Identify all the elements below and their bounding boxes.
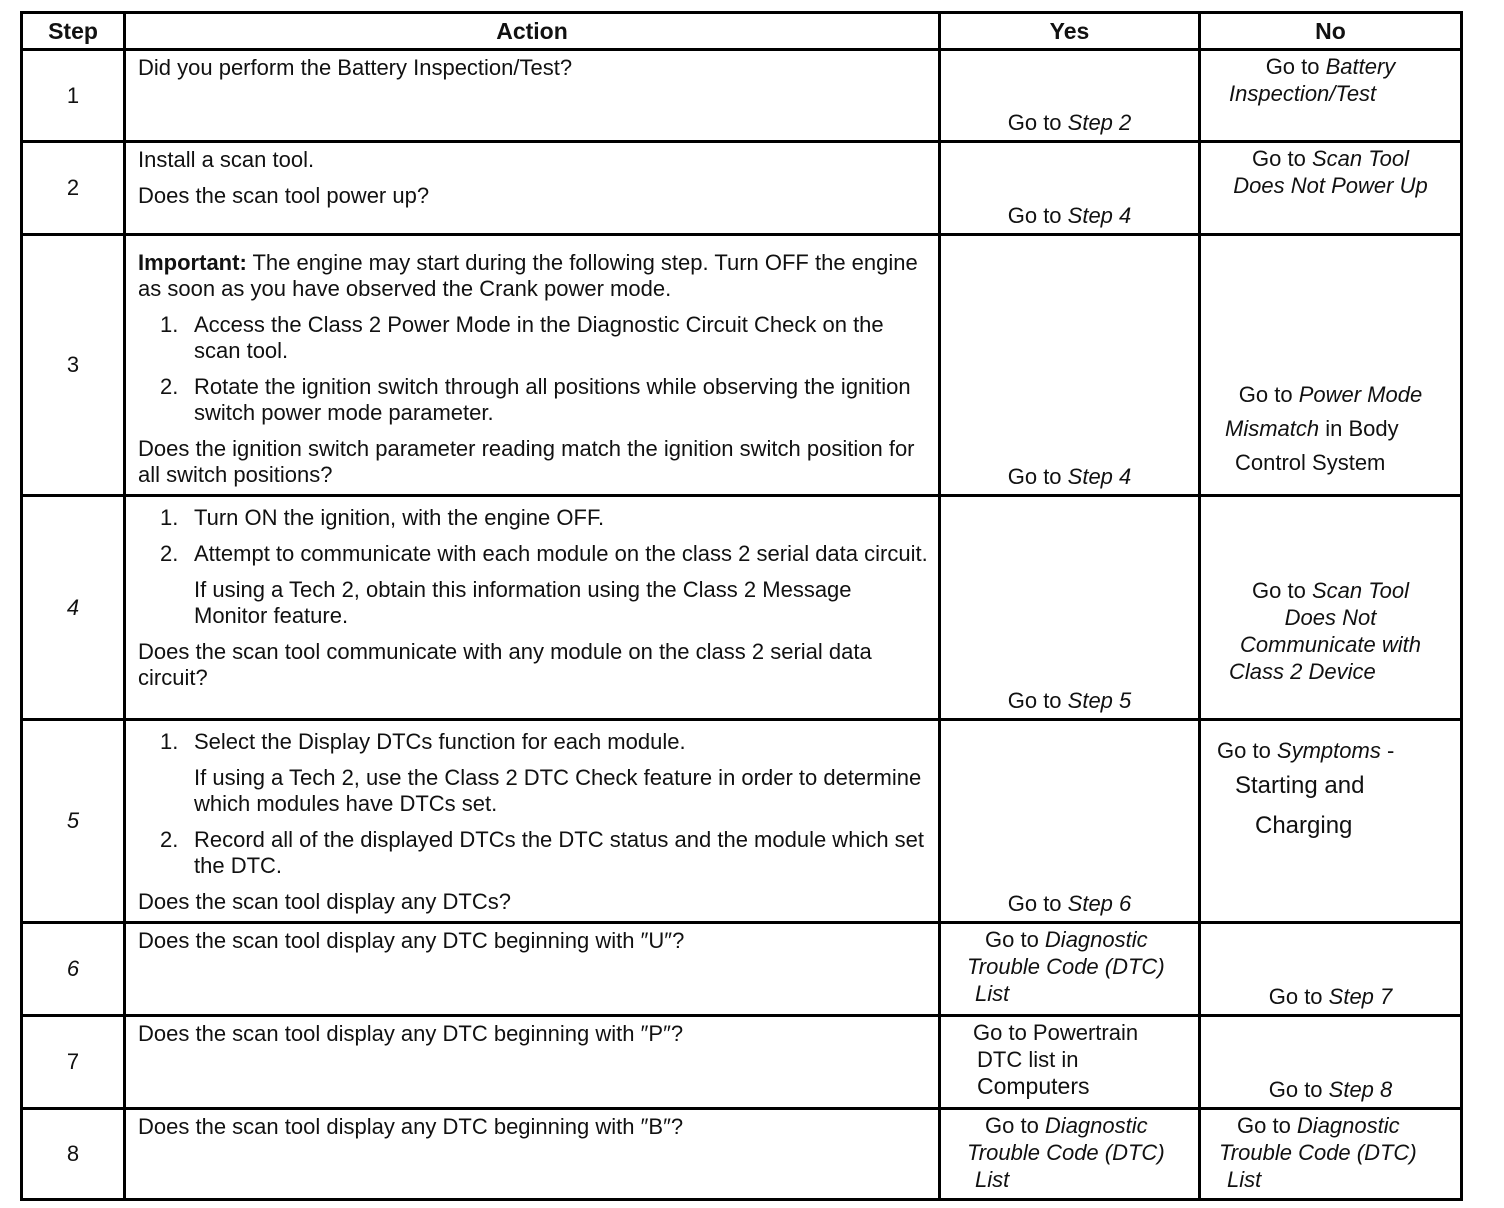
list-text: Attempt to communicate with each module on the class 2 serial data circuit. <box>194 541 928 566</box>
diagnostic-table <box>20 11 1463 1201</box>
yes-link[interactable]: Step 2 <box>1067 110 1132 135</box>
no-prefix: Go to <box>1252 146 1312 171</box>
table-row <box>22 923 1462 1016</box>
list-number: 2. <box>160 827 179 852</box>
yes-prefix: Go to <box>1007 891 1068 916</box>
no-link[interactable]: Power Mode <box>1298 382 1423 407</box>
list-text: Access the Class 2 Power Mode in the Diagnostic Circuit Check on the scan tool. <box>194 312 884 363</box>
yes-cell <box>940 720 1200 923</box>
header-action: Action <box>125 13 940 50</box>
action-cell <box>125 142 940 235</box>
yes-prefix: Go to <box>985 927 1045 952</box>
yes-link[interactable]: Step 4 <box>1067 203 1132 228</box>
header-row <box>22 13 1462 50</box>
yes-cell <box>940 1109 1200 1200</box>
yes-link[interactable]: List <box>975 1167 1010 1192</box>
yes-cell <box>940 142 1200 235</box>
no-prefix: Go to <box>1268 984 1329 1009</box>
table-row <box>22 496 1462 720</box>
action-cell <box>125 923 940 1016</box>
no-cell <box>1200 142 1462 235</box>
action-text: Install a scan tool. <box>138 147 315 172</box>
step-number: 4 <box>22 496 125 720</box>
action-question: Does the scan tool power up? <box>138 183 430 208</box>
no-cell <box>1200 50 1462 142</box>
action-cell <box>125 496 940 720</box>
step-number: 6 <box>22 923 125 1016</box>
list-item <box>138 312 928 364</box>
no-cell <box>1200 496 1462 720</box>
no-line: Control System <box>1235 450 1386 475</box>
yes-cell <box>940 1016 1200 1109</box>
header-step: Step <box>22 13 125 50</box>
list-item <box>138 374 928 426</box>
list-number: 1. <box>160 505 179 530</box>
yes-link[interactable]: Step 5 <box>1067 688 1132 713</box>
action-text: Did you perform the Battery Inspection/Test? <box>138 55 573 80</box>
header-no: No <box>1200 13 1462 50</box>
step-number: 5 <box>22 720 125 923</box>
action-question: Does the ignition switch parameter reading match the ignition switch position for all switch positions? <box>138 436 915 487</box>
yes-prefix: Go to <box>1007 464 1068 489</box>
yes-line: Computers <box>977 1073 1090 1099</box>
action-text: Does the scan tool display any DTC beginning with ″P″? <box>138 1021 684 1046</box>
list-text: Select the Display DTCs function for each module. <box>194 729 686 754</box>
yes-link[interactable]: Trouble Code (DTC) <box>967 954 1165 979</box>
no-link[interactable]: Communicate with <box>1240 632 1421 657</box>
no-link[interactable]: Scan Tool <box>1311 578 1409 603</box>
no-link[interactable]: Mismatch <box>1225 416 1320 441</box>
yes-cell <box>940 923 1200 1016</box>
no-line: Starting and <box>1235 772 1365 799</box>
no-cell <box>1200 1016 1462 1109</box>
yes-prefix: Go to <box>985 1113 1045 1138</box>
step-number: 7 <box>22 1016 125 1109</box>
action-cell <box>125 1109 940 1200</box>
action-cell <box>125 50 940 142</box>
no-link[interactable]: Does Not Power Up <box>1233 173 1428 198</box>
table-row <box>22 720 1462 923</box>
no-prefix: Go to <box>1237 1113 1297 1138</box>
no-cell <box>1200 1109 1462 1200</box>
list-number: 2. <box>160 541 179 566</box>
yes-prefix: Go to <box>1007 110 1068 135</box>
action-text: Does the scan tool display any DTC beginning with ″U″? <box>138 928 685 953</box>
no-suffix: in Body <box>1319 416 1399 441</box>
yes-cell <box>940 496 1200 720</box>
yes-link[interactable]: Step 4 <box>1067 464 1132 489</box>
list-text: Rotate the ignition switch through all positions while observing the ignition switch power mode parameter. <box>194 374 911 425</box>
no-link[interactable]: Class 2 Device <box>1229 659 1376 684</box>
yes-link[interactable]: Step 6 <box>1067 891 1132 916</box>
action-cell <box>125 720 940 923</box>
no-link[interactable]: Does Not <box>1284 605 1377 630</box>
action-question: Does the scan tool communicate with any module on the class 2 serial data circuit? <box>138 639 872 690</box>
no-prefix: Go to <box>1268 1077 1329 1102</box>
yes-link[interactable]: List <box>975 981 1010 1006</box>
table-row <box>22 1016 1462 1109</box>
no-link[interactable]: Diagnostic <box>1296 1113 1400 1138</box>
action-cell <box>125 235 940 496</box>
yes-line: DTC list in <box>977 1047 1079 1072</box>
list-subtext: If using a Tech 2, use the Class 2 DTC Check feature in order to determine which modules have DTCs set. <box>194 765 922 816</box>
list-number: 1. <box>160 729 179 754</box>
important-text: The engine may start during the following step. Turn OFF the engine as soon as you have observed the Crank power mode. <box>138 250 918 301</box>
no-prefix: Go to <box>1265 54 1326 79</box>
no-link[interactable]: Inspection/Test <box>1229 81 1377 106</box>
yes-link[interactable]: Diagnostic <box>1044 1113 1148 1138</box>
no-prefix: Go to <box>1252 578 1312 603</box>
no-link[interactable]: Symptoms <box>1276 738 1381 763</box>
important-label: Important: <box>138 250 247 275</box>
no-prefix: Go to <box>1238 382 1299 407</box>
no-suffix: - <box>1380 738 1395 763</box>
no-cell <box>1200 720 1462 923</box>
table-row <box>22 50 1462 142</box>
no-line: Charging <box>1255 812 1353 839</box>
table-row <box>22 142 1462 235</box>
action-text: Does the scan tool display any DTC beginning with ″B″? <box>138 1114 684 1139</box>
list-item <box>138 541 928 567</box>
list-number: 1. <box>160 312 179 337</box>
no-cell <box>1200 235 1462 496</box>
yes-link[interactable]: Diagnostic <box>1044 927 1148 952</box>
no-prefix: Go to <box>1217 738 1277 763</box>
list-item <box>138 505 928 531</box>
no-link[interactable]: Trouble Code (DTC) <box>1219 1140 1417 1165</box>
no-link[interactable]: List <box>1227 1167 1262 1192</box>
list-item <box>138 827 928 879</box>
yes-prefix: Go to <box>1007 203 1068 228</box>
yes-line: Go to Powertrain <box>973 1020 1139 1045</box>
yes-cell <box>940 235 1200 496</box>
no-link[interactable]: Scan Tool <box>1311 146 1409 171</box>
step-number: 2 <box>22 142 125 235</box>
header-yes: Yes <box>940 13 1200 50</box>
list-number: 2. <box>160 374 179 399</box>
no-cell <box>1200 923 1462 1016</box>
list-text: Turn ON the ignition, with the engine OFF. <box>194 505 605 530</box>
yes-link[interactable]: Trouble Code (DTC) <box>967 1140 1165 1165</box>
list-text: Record all of the displayed DTCs the DTC status and the module which set the DTC. <box>194 827 925 878</box>
step-number: 8 <box>22 1109 125 1200</box>
table-row <box>22 235 1462 496</box>
action-cell <box>125 1016 940 1109</box>
list-item <box>138 729 928 755</box>
list-subtext: If using a Tech 2, obtain this information using the Class 2 Message Monitor feature. <box>194 577 852 628</box>
yes-prefix: Go to <box>1007 688 1068 713</box>
no-link[interactable]: Step 8 <box>1328 1077 1393 1102</box>
important-note <box>138 250 928 302</box>
table-row <box>22 1109 1462 1200</box>
step-number: 1 <box>22 50 125 142</box>
step-number: 3 <box>22 235 125 496</box>
no-link[interactable]: Battery <box>1325 54 1396 79</box>
no-link[interactable]: Step 7 <box>1328 984 1393 1009</box>
yes-cell <box>940 50 1200 142</box>
action-question: Does the scan tool display any DTCs? <box>138 889 511 914</box>
